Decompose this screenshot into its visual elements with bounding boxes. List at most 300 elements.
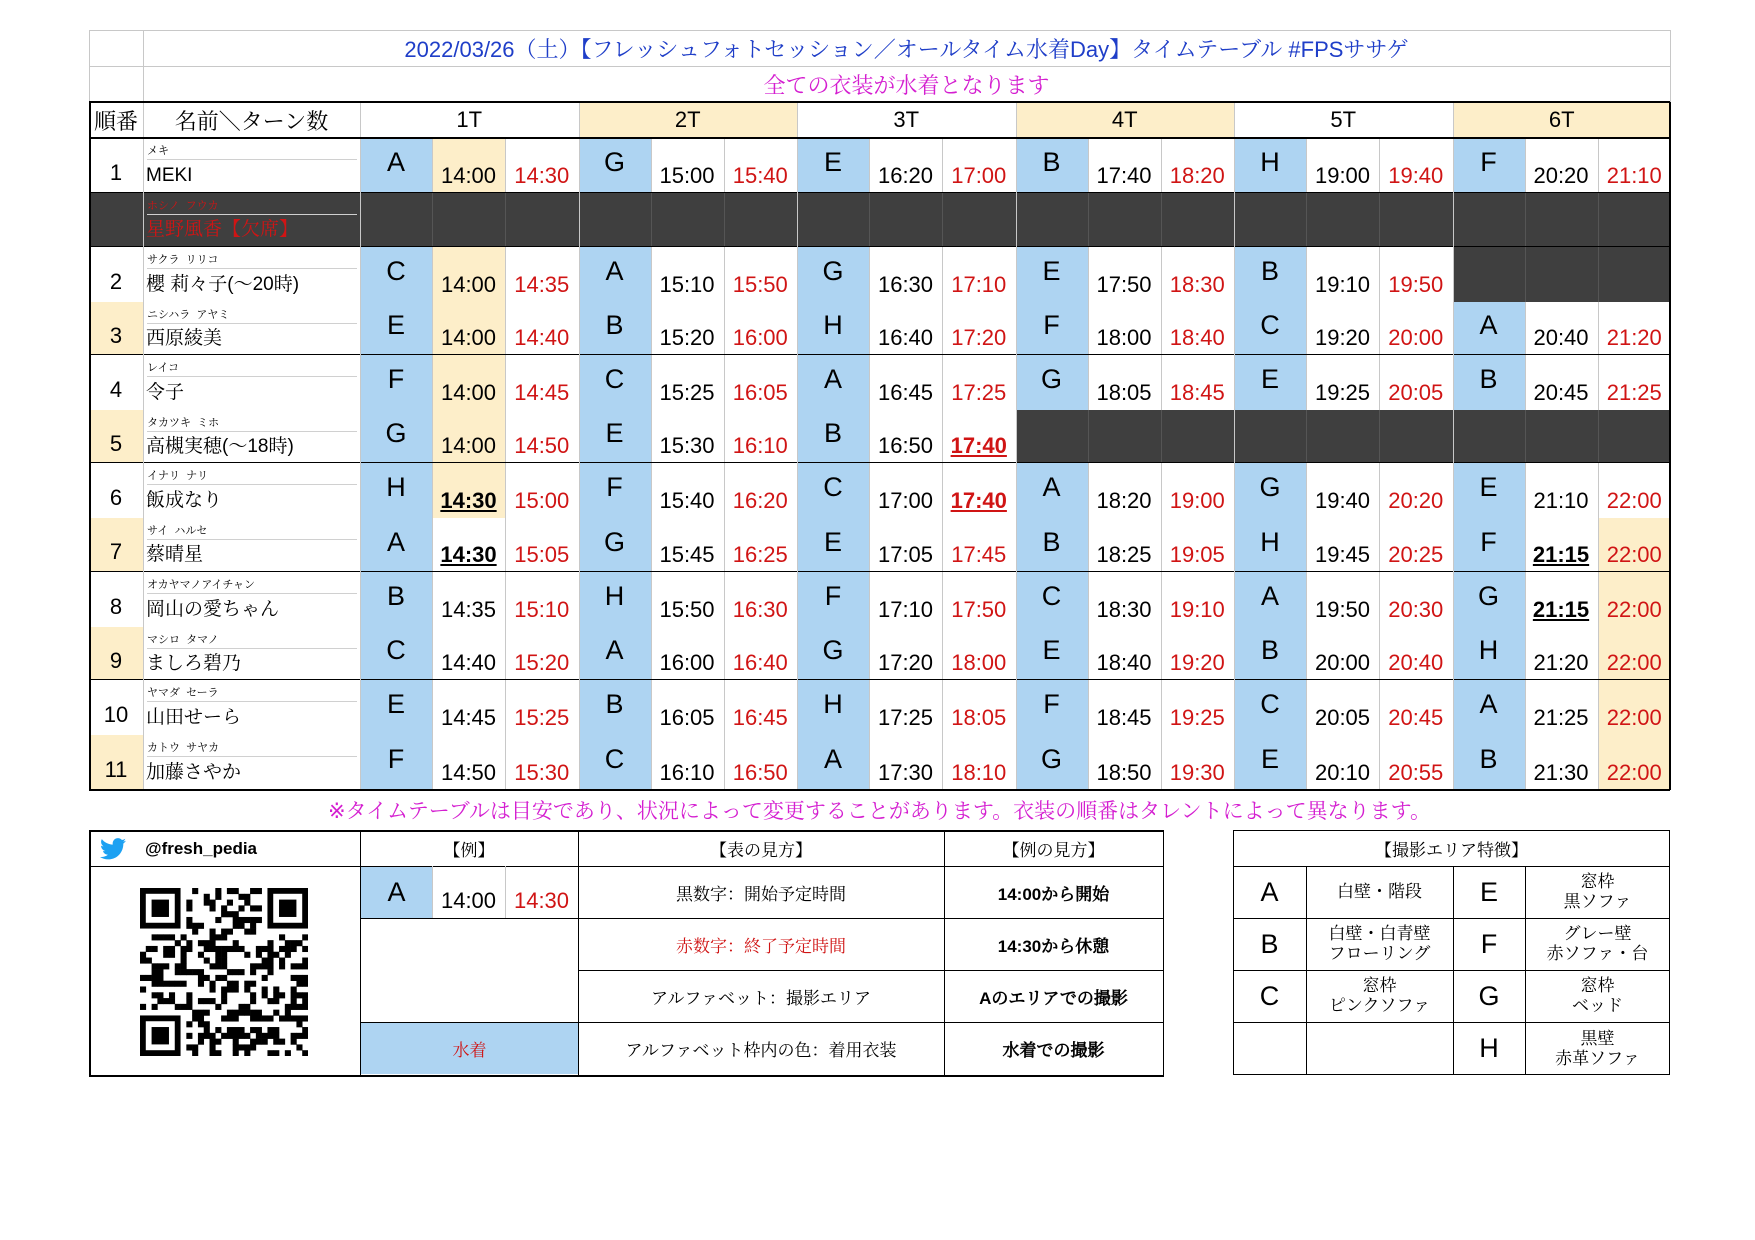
start-time: 17:50 bbox=[1088, 247, 1161, 302]
area-description bbox=[1525, 866, 1670, 918]
area-letter: B bbox=[1234, 627, 1306, 680]
end-time: 20:25 bbox=[1379, 518, 1453, 572]
grid-line bbox=[432, 410, 433, 463]
area-letter: A bbox=[1234, 572, 1306, 627]
performer-name: 高槻実穂(～18時) bbox=[146, 436, 294, 457]
grid-line bbox=[1525, 463, 1526, 518]
area-letter: G bbox=[579, 138, 651, 193]
grid-line bbox=[147, 323, 357, 324]
grid-line bbox=[869, 518, 870, 572]
start-time: 17:20 bbox=[869, 627, 942, 680]
end-time: 21:25 bbox=[1598, 355, 1672, 410]
grid-line bbox=[1161, 247, 1162, 302]
area-code: E bbox=[1479, 876, 1498, 907]
grid-line bbox=[1088, 247, 1089, 302]
start-time: 17:10 bbox=[869, 572, 942, 627]
grid-line bbox=[505, 302, 506, 355]
grid-line bbox=[147, 159, 357, 160]
area-letter: F bbox=[360, 735, 432, 790]
area-letter: E bbox=[1234, 355, 1306, 410]
unavailable-slot bbox=[797, 193, 1016, 247]
area-letter: A bbox=[1016, 463, 1088, 518]
area-description-line: 窓枠 bbox=[1580, 872, 1615, 891]
start-time: 18:20 bbox=[1088, 463, 1161, 518]
end-time: 18:20 bbox=[1161, 138, 1235, 193]
area-code bbox=[1233, 1022, 1306, 1075]
end-time: 16:25 bbox=[724, 518, 798, 572]
grid-line bbox=[651, 355, 652, 410]
legend-example-end: 14:30 bbox=[513, 888, 570, 913]
start-time: 14:00 bbox=[432, 410, 505, 463]
grid-line bbox=[1379, 463, 1380, 518]
start-time: 20:20 bbox=[1525, 138, 1598, 193]
area-description-line: ピンクソファ bbox=[1328, 996, 1431, 1015]
end-time: 22:00 bbox=[1598, 627, 1672, 680]
page-title: 2022/03/26（土）【フレッシュフォトセッション／オールタイム水着Day】タイムテーブル #FPSササゲ bbox=[404, 36, 1409, 62]
grid-line bbox=[942, 627, 943, 680]
area-letter: E bbox=[1453, 463, 1525, 518]
end-time: 14:50 bbox=[505, 410, 579, 463]
end-time: 20:05 bbox=[1379, 355, 1453, 410]
start-time: 18:00 bbox=[1088, 302, 1161, 355]
end-time: 20:55 bbox=[1379, 735, 1453, 790]
start-time: 17:40 bbox=[1088, 138, 1161, 193]
grid-line bbox=[1088, 355, 1089, 410]
grid-line bbox=[651, 627, 652, 680]
area-letter: C bbox=[797, 463, 869, 518]
row-order: 3 bbox=[89, 302, 143, 355]
performer-name: 山田せーら bbox=[146, 707, 242, 728]
grid-line bbox=[1088, 735, 1089, 790]
area-letter: B bbox=[1234, 247, 1306, 302]
grid-line bbox=[1525, 572, 1526, 627]
legend-swimsuit-swatch: 水着 bbox=[361, 1023, 578, 1074]
end-time: 16:00 bbox=[724, 302, 798, 355]
grid-line bbox=[1598, 247, 1599, 302]
grid-line bbox=[1379, 302, 1380, 355]
start-time: 15:00 bbox=[651, 138, 724, 193]
area-letter: G bbox=[1453, 572, 1525, 627]
area-letter: A bbox=[360, 518, 432, 572]
grid-line bbox=[724, 355, 725, 410]
start-time: 17:05 bbox=[869, 518, 942, 572]
end-time: 19:25 bbox=[1161, 680, 1235, 735]
grid-line bbox=[1525, 627, 1526, 680]
grid-line bbox=[651, 138, 652, 193]
area-letter: B bbox=[360, 572, 432, 627]
unavailable-slot bbox=[360, 193, 579, 247]
grid-line bbox=[1088, 572, 1089, 627]
end-time: 19:20 bbox=[1161, 627, 1235, 680]
area-letter: F bbox=[360, 355, 432, 410]
grid-line bbox=[869, 572, 870, 627]
grid-line bbox=[1306, 627, 1307, 680]
grid-line bbox=[724, 193, 725, 247]
area-letter: B bbox=[579, 302, 651, 355]
area-description-line: 赤ソファ・台 bbox=[1546, 944, 1649, 963]
performer-name: 岡山の愛ちゃん bbox=[146, 599, 280, 620]
grid-line bbox=[147, 376, 357, 377]
twitter-handle[interactable]: @fresh_pedia bbox=[145, 839, 258, 858]
end-time: 17:40 bbox=[942, 410, 1016, 463]
row-order bbox=[89, 193, 143, 247]
grid-line bbox=[1306, 463, 1307, 518]
name-furigana: ホシノ フウカ bbox=[147, 200, 219, 212]
unavailable-slot bbox=[1453, 410, 1672, 463]
end-time: 19:00 bbox=[1161, 463, 1235, 518]
end-time: 18:10 bbox=[942, 735, 1016, 790]
legend-example-letter: A bbox=[361, 867, 432, 918]
area-letter: A bbox=[1453, 302, 1525, 355]
start-time: 19:20 bbox=[1306, 302, 1379, 355]
area-letter: E bbox=[797, 518, 869, 572]
area-description bbox=[1306, 918, 1453, 970]
grid-line bbox=[432, 463, 433, 518]
performer-name: 櫻 莉々子(～20時) bbox=[146, 274, 300, 295]
area-code: C bbox=[1259, 980, 1280, 1011]
grid-line bbox=[432, 627, 433, 680]
grid-line bbox=[869, 355, 870, 410]
grid-line bbox=[1306, 735, 1307, 790]
grid-line bbox=[1379, 680, 1380, 735]
area-description-line: 窓枠 bbox=[1362, 976, 1397, 995]
row-order: 1 bbox=[89, 138, 143, 193]
end-time: 20:30 bbox=[1379, 572, 1453, 627]
page-subtitle: 全ての衣装が水着となります bbox=[763, 72, 1050, 98]
end-time: 17:25 bbox=[942, 355, 1016, 410]
start-time: 17:00 bbox=[869, 463, 942, 518]
grid-line bbox=[1306, 355, 1307, 410]
grid-line bbox=[432, 572, 433, 627]
end-time: 16:20 bbox=[724, 463, 798, 518]
turn-header-1: 1T bbox=[360, 102, 579, 138]
grid-line bbox=[1525, 410, 1526, 463]
area-letter: E bbox=[360, 302, 432, 355]
grid-line bbox=[942, 193, 943, 247]
end-time: 15:20 bbox=[505, 627, 579, 680]
grid-line bbox=[89, 102, 91, 790]
area-letter: F bbox=[797, 572, 869, 627]
area-letter: G bbox=[797, 247, 869, 302]
grid-line bbox=[1598, 355, 1599, 410]
grid-line bbox=[1525, 302, 1526, 355]
end-time: 20:00 bbox=[1379, 302, 1453, 355]
area-letter: H bbox=[1234, 518, 1306, 572]
end-time: 22:00 bbox=[1598, 518, 1672, 572]
grid-line bbox=[1088, 463, 1089, 518]
header-name: 名前＼ターン数 bbox=[174, 108, 329, 134]
end-time: 17:40 bbox=[942, 463, 1016, 518]
area-letter: E bbox=[360, 680, 432, 735]
area-letter: G bbox=[579, 518, 651, 572]
grid-line bbox=[942, 410, 943, 463]
start-time: 17:30 bbox=[869, 735, 942, 790]
performer-name: MEKI bbox=[146, 165, 193, 186]
area-letter: G bbox=[1016, 355, 1088, 410]
area-code: G bbox=[1478, 980, 1500, 1011]
row-order: 4 bbox=[89, 355, 143, 410]
area-letter: E bbox=[1016, 247, 1088, 302]
performer-name: 星野風香【欠席】 bbox=[146, 219, 299, 240]
area-letter: G bbox=[360, 410, 432, 463]
area-letter: H bbox=[797, 680, 869, 735]
start-time: 21:20 bbox=[1525, 627, 1598, 680]
grid-line bbox=[89, 66, 1670, 67]
grid-line bbox=[147, 214, 357, 215]
grid-line bbox=[1306, 193, 1307, 247]
grid-line bbox=[1088, 680, 1089, 735]
grid-line bbox=[942, 680, 943, 735]
end-time: 19:30 bbox=[1161, 735, 1235, 790]
end-time: 14:30 bbox=[505, 138, 579, 193]
grid-line bbox=[89, 30, 1670, 31]
area-description bbox=[1306, 1022, 1453, 1075]
start-time: 19:50 bbox=[1306, 572, 1379, 627]
grid-line bbox=[147, 431, 357, 432]
start-time: 21:10 bbox=[1525, 463, 1598, 518]
legend-example-text: Aのエリアでの撮影 bbox=[979, 988, 1128, 1008]
grid-line bbox=[1306, 138, 1307, 193]
grid-line bbox=[797, 102, 798, 790]
grid-line bbox=[432, 302, 433, 355]
grid-line bbox=[724, 735, 725, 790]
grid-line bbox=[1379, 518, 1380, 572]
end-time: 18:30 bbox=[1161, 247, 1235, 302]
legend-example-text: 14:00から開始 bbox=[997, 884, 1110, 904]
area-letter: C bbox=[360, 247, 432, 302]
grid-line bbox=[147, 268, 357, 269]
area-description bbox=[1525, 970, 1670, 1022]
start-time: 17:25 bbox=[869, 680, 942, 735]
grid-line bbox=[147, 701, 357, 702]
grid-line bbox=[651, 247, 652, 302]
start-time: 15:30 bbox=[651, 410, 724, 463]
start-time: 15:40 bbox=[651, 463, 724, 518]
area-letter: F bbox=[1016, 680, 1088, 735]
area-letter: A bbox=[797, 355, 869, 410]
start-time: 14:35 bbox=[432, 572, 505, 627]
grid-line bbox=[869, 627, 870, 680]
grid-line bbox=[869, 193, 870, 247]
end-time: 15:25 bbox=[505, 680, 579, 735]
grid-line bbox=[1161, 735, 1162, 790]
grid-line bbox=[1525, 138, 1526, 193]
start-time: 16:00 bbox=[651, 627, 724, 680]
grid-line bbox=[505, 138, 506, 193]
start-time: 16:30 bbox=[869, 247, 942, 302]
start-time: 18:50 bbox=[1088, 735, 1161, 790]
grid-line bbox=[942, 138, 943, 193]
grid-line bbox=[1379, 627, 1380, 680]
start-time: 20:05 bbox=[1306, 680, 1379, 735]
grid-line bbox=[147, 593, 357, 594]
area-description-line: 黒ソファ bbox=[1563, 892, 1632, 911]
area-letter: B bbox=[797, 410, 869, 463]
start-time: 18:40 bbox=[1088, 627, 1161, 680]
grid-line bbox=[1379, 193, 1380, 247]
grid-line bbox=[432, 680, 433, 735]
grid-line bbox=[1161, 302, 1162, 355]
performer-name: 令子 bbox=[146, 382, 185, 403]
area-description-line: 白壁・階段 bbox=[1337, 882, 1422, 901]
grid-line bbox=[505, 627, 506, 680]
end-time: 19:05 bbox=[1161, 518, 1235, 572]
grid-line bbox=[1088, 410, 1089, 463]
grid-line bbox=[942, 572, 943, 627]
start-time: 16:40 bbox=[869, 302, 942, 355]
grid-line bbox=[505, 735, 506, 790]
area-code: B bbox=[1260, 928, 1279, 959]
end-time: 18:00 bbox=[942, 627, 1016, 680]
grid-line bbox=[505, 463, 506, 518]
unavailable-slot bbox=[1234, 410, 1453, 463]
start-time: 18:25 bbox=[1088, 518, 1161, 572]
grid-line bbox=[651, 410, 652, 463]
grid-line bbox=[1306, 410, 1307, 463]
grid-line bbox=[1161, 572, 1162, 627]
grid-line bbox=[1306, 247, 1307, 302]
start-time: 16:10 bbox=[651, 735, 724, 790]
grid-line bbox=[1161, 410, 1162, 463]
grid-line bbox=[942, 735, 943, 790]
grid-line bbox=[1161, 355, 1162, 410]
legend-description: 赤数字：終了予定時間 bbox=[676, 936, 846, 956]
area-letter: E bbox=[1016, 627, 1088, 680]
qr-code-image[interactable] bbox=[140, 888, 308, 1056]
grid-line bbox=[89, 866, 361, 867]
end-time: 16:50 bbox=[724, 735, 798, 790]
end-time: 14:45 bbox=[505, 355, 579, 410]
grid-line bbox=[432, 518, 433, 572]
grid-line bbox=[942, 302, 943, 355]
area-letter: C bbox=[579, 735, 651, 790]
turn-header-2: 2T bbox=[579, 102, 798, 138]
start-time: 15:45 bbox=[651, 518, 724, 572]
grid-line bbox=[651, 302, 652, 355]
grid-line bbox=[724, 572, 725, 627]
grid-line bbox=[1306, 518, 1307, 572]
name-furigana: マシロ タマノ bbox=[147, 634, 219, 646]
start-time: 14:50 bbox=[432, 735, 505, 790]
end-time: 21:10 bbox=[1598, 138, 1672, 193]
name-furigana: タカツキ ミホ bbox=[147, 417, 220, 429]
area-letter: C bbox=[360, 627, 432, 680]
area-letter: H bbox=[1234, 138, 1306, 193]
area-description-line: 黒壁 bbox=[1580, 1028, 1615, 1048]
grid-line bbox=[432, 355, 433, 410]
end-time: 20:40 bbox=[1379, 627, 1453, 680]
grid-line bbox=[724, 302, 725, 355]
area-letter: E bbox=[1234, 735, 1306, 790]
end-time: 22:00 bbox=[1598, 680, 1672, 735]
area-letter: A bbox=[579, 627, 651, 680]
start-time: 21:15 bbox=[1525, 572, 1598, 627]
name-furigana: メキ bbox=[147, 145, 169, 157]
end-time: 20:20 bbox=[1379, 463, 1453, 518]
legend-description: アルファベット：撮影エリア bbox=[651, 988, 871, 1008]
name-furigana: レイコ bbox=[147, 362, 180, 374]
grid-line bbox=[505, 193, 506, 247]
area-code: F bbox=[1480, 928, 1498, 959]
end-time: 22:00 bbox=[1598, 463, 1672, 518]
grid-line bbox=[1161, 193, 1162, 247]
end-time: 17:50 bbox=[942, 572, 1016, 627]
twitter-bird-icon bbox=[100, 838, 126, 860]
grid-line bbox=[505, 355, 506, 410]
grid-line bbox=[505, 572, 506, 627]
area-letter: H bbox=[1453, 627, 1525, 680]
grid-line bbox=[869, 247, 870, 302]
end-time: 15:40 bbox=[724, 138, 798, 193]
end-time: 14:35 bbox=[505, 247, 579, 302]
area-letter: B bbox=[579, 680, 651, 735]
end-time: 15:30 bbox=[505, 735, 579, 790]
end-time: 17:20 bbox=[942, 302, 1016, 355]
area-letter: H bbox=[360, 463, 432, 518]
start-time: 15:20 bbox=[651, 302, 724, 355]
grid-line bbox=[1598, 463, 1599, 518]
grid-line bbox=[1088, 518, 1089, 572]
area-letter: E bbox=[579, 410, 651, 463]
area-letter: F bbox=[1016, 302, 1088, 355]
grid-line bbox=[942, 518, 943, 572]
grid-line bbox=[89, 1075, 1164, 1077]
area-description bbox=[1525, 918, 1670, 970]
unavailable-slot bbox=[1016, 410, 1235, 463]
start-time: 16:50 bbox=[869, 410, 942, 463]
start-time: 19:10 bbox=[1306, 247, 1379, 302]
area-letter: G bbox=[1234, 463, 1306, 518]
grid-line bbox=[1598, 193, 1599, 247]
grid-line bbox=[432, 735, 433, 790]
unavailable-slot bbox=[1016, 193, 1235, 247]
legend-example-reading-header: 【例の見方】 bbox=[1002, 840, 1105, 860]
start-time: 15:10 bbox=[651, 247, 724, 302]
name-furigana: カトウ サヤカ bbox=[147, 742, 220, 754]
grid-line bbox=[1306, 572, 1307, 627]
start-time: 16:05 bbox=[651, 680, 724, 735]
performer-name: ましろ碧乃 bbox=[146, 653, 242, 674]
name-furigana: ヤマダ セーラ bbox=[147, 687, 219, 699]
start-time: 21:15 bbox=[1525, 518, 1598, 572]
grid-line bbox=[869, 410, 870, 463]
area-description bbox=[1525, 1022, 1670, 1075]
grid-line bbox=[651, 193, 652, 247]
end-time: 16:05 bbox=[724, 355, 798, 410]
area-letter: A bbox=[360, 138, 432, 193]
start-time: 14:40 bbox=[432, 627, 505, 680]
grid-line bbox=[432, 193, 433, 247]
grid-line bbox=[724, 627, 725, 680]
area-letter: F bbox=[1453, 518, 1525, 572]
grid-line bbox=[147, 484, 357, 485]
grid-line bbox=[579, 102, 580, 790]
grid-line bbox=[1163, 830, 1164, 1075]
grid-line bbox=[505, 247, 506, 302]
turn-header-6: 6T bbox=[1453, 102, 1672, 138]
grid-line bbox=[942, 247, 943, 302]
area-letter: C bbox=[1016, 572, 1088, 627]
grid-line bbox=[147, 539, 357, 540]
end-time: 21:20 bbox=[1598, 302, 1672, 355]
area-letter: B bbox=[1016, 138, 1088, 193]
area-letter: E bbox=[797, 138, 869, 193]
end-time: 22:00 bbox=[1598, 572, 1672, 627]
grid-line bbox=[1525, 680, 1526, 735]
grid-line bbox=[1379, 735, 1380, 790]
area-letter: C bbox=[1234, 680, 1306, 735]
grid-line bbox=[1598, 410, 1599, 463]
